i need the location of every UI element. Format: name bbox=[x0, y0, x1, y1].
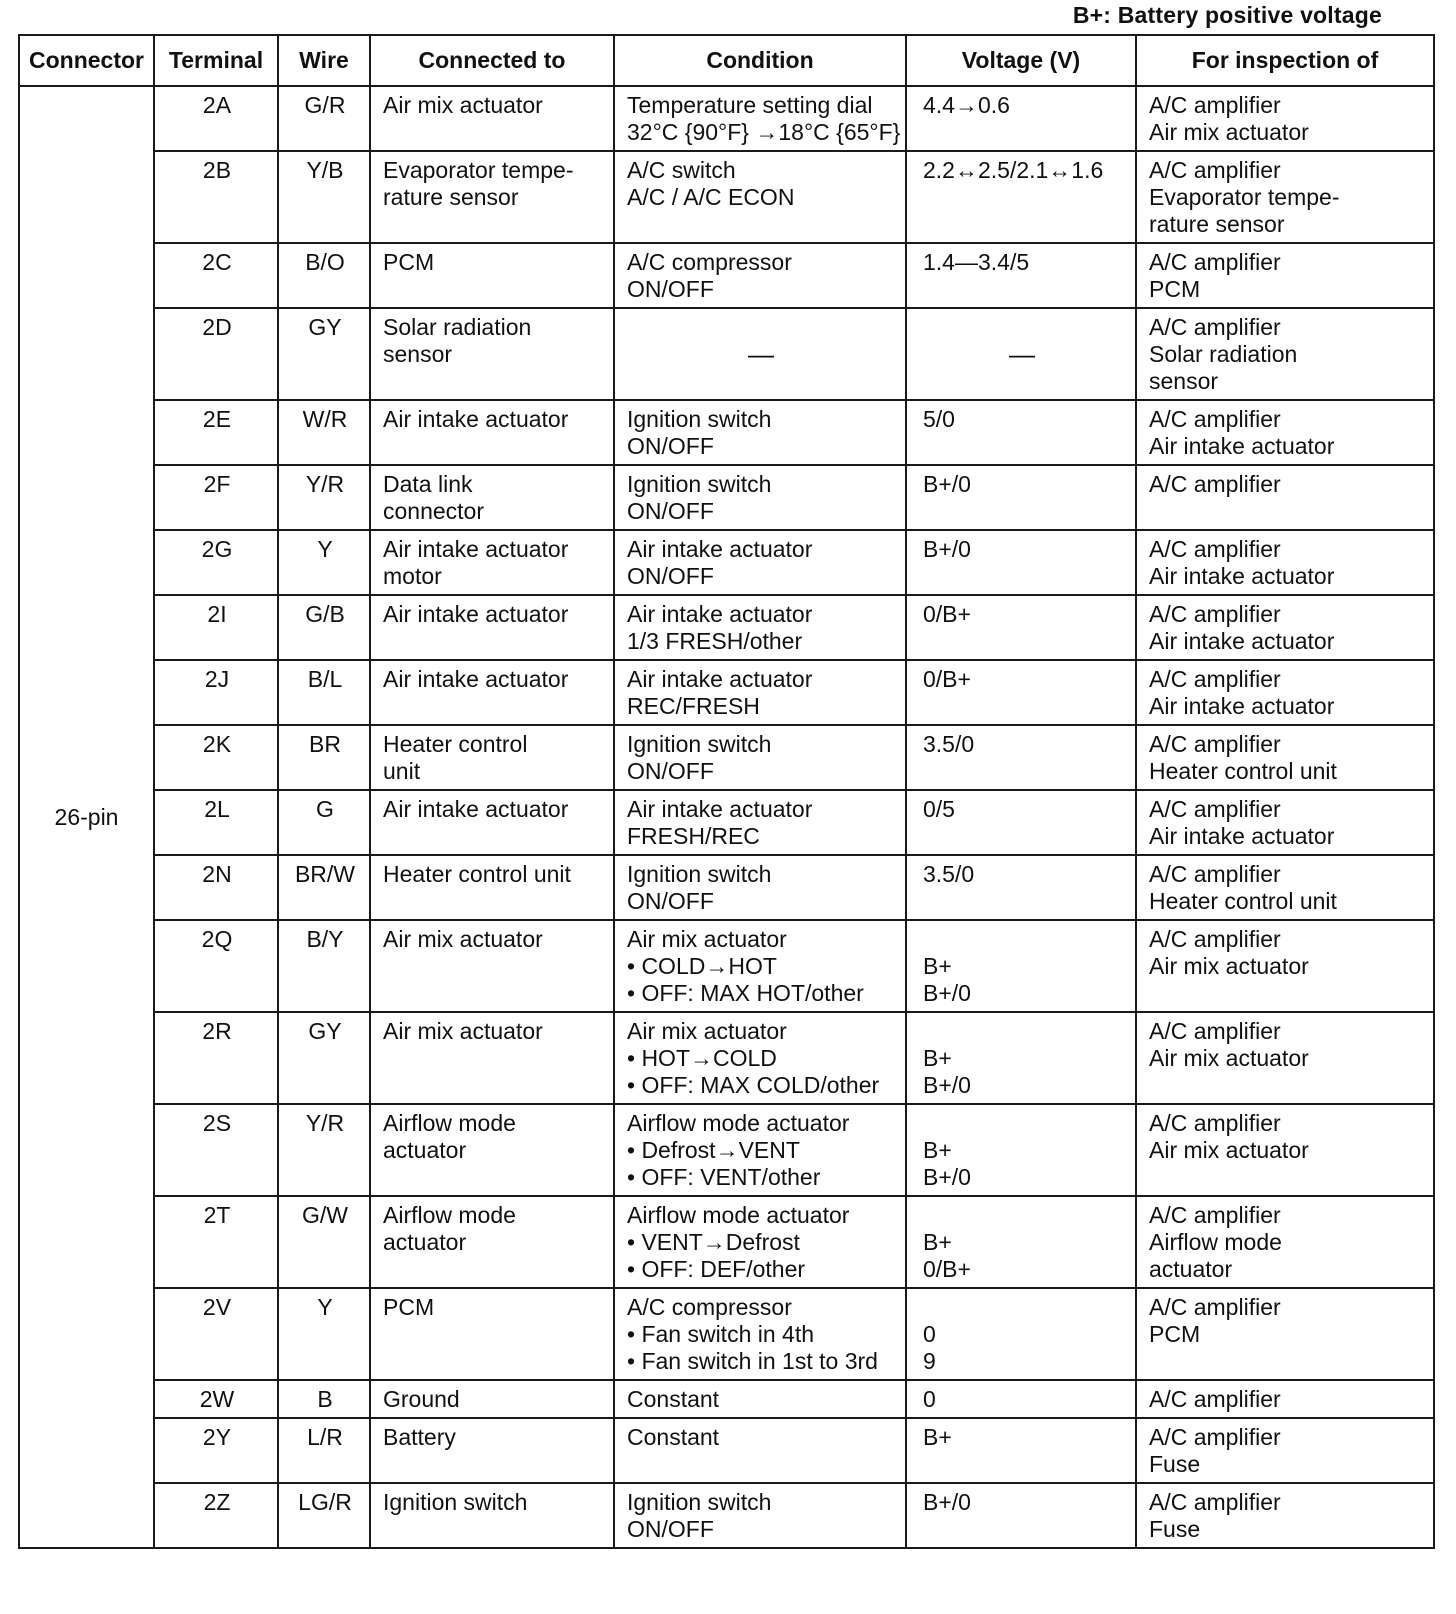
connected-to-cell bbox=[370, 1288, 614, 1380]
table-row bbox=[19, 725, 1434, 790]
col-header-terminal: Terminal bbox=[154, 35, 278, 86]
connected-to-cell bbox=[370, 1418, 614, 1483]
table-body bbox=[19, 86, 1434, 1548]
condition-line: Temperature setting dial bbox=[627, 92, 873, 118]
voltage-line: 1.4—3.4/5 bbox=[923, 249, 1030, 275]
terminal-cell: 2F bbox=[154, 465, 278, 530]
condition-cell bbox=[614, 855, 906, 920]
connected-to-cell bbox=[370, 151, 614, 243]
connected-to-cell bbox=[370, 1483, 614, 1548]
connected-to-line: connector bbox=[383, 498, 485, 524]
condition-line: ON/OFF bbox=[627, 758, 714, 784]
voltage-cell bbox=[906, 1288, 1136, 1380]
wire-cell: Y bbox=[278, 530, 370, 595]
terminal-cell: 2T bbox=[154, 1196, 278, 1288]
connected-to-cell bbox=[370, 1196, 614, 1288]
col-header-voltage: Voltage (V) bbox=[906, 35, 1136, 86]
voltage-line: 0/B+ bbox=[923, 666, 971, 692]
wire-cell: G/W bbox=[278, 1196, 370, 1288]
inspection-line: sensor bbox=[1149, 368, 1219, 394]
voltage-cell bbox=[906, 530, 1136, 595]
inspection-line: actuator bbox=[1149, 1256, 1233, 1282]
inspection-cell bbox=[1136, 1288, 1434, 1380]
wire-cell: Y/R bbox=[278, 1104, 370, 1196]
condition-line: Constant bbox=[627, 1424, 720, 1450]
inspection-cell bbox=[1136, 1104, 1434, 1196]
inspection-line: A/C amplifier bbox=[1149, 1424, 1281, 1450]
wire-cell: Y/B bbox=[278, 151, 370, 243]
voltage-line: 0 bbox=[923, 1321, 936, 1347]
col-header-condition: Condition bbox=[614, 35, 906, 86]
terminal-cell: 2G bbox=[154, 530, 278, 595]
wire-cell: BR bbox=[278, 725, 370, 790]
inspection-line: PCM bbox=[1149, 1321, 1201, 1347]
condition-line: Ignition switch bbox=[627, 731, 772, 757]
table-row bbox=[19, 243, 1434, 308]
inspection-cell bbox=[1136, 855, 1434, 920]
inspection-line: Air intake actuator bbox=[1149, 433, 1335, 459]
connected-to-line: Heater control bbox=[383, 731, 528, 757]
terminal-cell: 2N bbox=[154, 855, 278, 920]
table-row bbox=[19, 400, 1434, 465]
inspection-line: Air mix actuator bbox=[1149, 953, 1309, 979]
voltage-line bbox=[923, 1202, 1125, 1229]
inspection-cell bbox=[1136, 530, 1434, 595]
wire-cell: B/O bbox=[278, 243, 370, 308]
inspection-line: A/C amplifier bbox=[1149, 406, 1281, 432]
inspection-line: A/C amplifier bbox=[1149, 1294, 1281, 1320]
connected-to-line: Air intake actuator bbox=[383, 536, 569, 562]
inspection-cell bbox=[1136, 920, 1434, 1012]
inspection-line: A/C amplifier bbox=[1149, 1386, 1281, 1412]
inspection-line: Evaporator tempe- bbox=[1149, 184, 1340, 210]
condition-line: Air intake actuator bbox=[627, 536, 813, 562]
condition-line: — bbox=[748, 339, 774, 369]
condition-line: REC/FRESH bbox=[627, 693, 760, 719]
condition-line: FRESH/REC bbox=[627, 823, 760, 849]
terminal-cell: 2B bbox=[154, 151, 278, 243]
table-row bbox=[19, 1196, 1434, 1288]
condition-line: A/C / A/C ECON bbox=[627, 184, 795, 210]
inspection-cell bbox=[1136, 790, 1434, 855]
table-row bbox=[19, 1012, 1434, 1104]
condition-line: • Fan switch in 4th bbox=[627, 1321, 815, 1347]
condition-line: ON/OFF bbox=[627, 563, 714, 589]
voltage-line: 5/0 bbox=[923, 406, 955, 432]
connected-to-line: Evaporator tempe- bbox=[383, 157, 574, 183]
inspection-line: Fuse bbox=[1149, 1516, 1201, 1542]
inspection-line: A/C amplifier bbox=[1149, 666, 1281, 692]
condition-line: Ignition switch bbox=[627, 861, 772, 887]
condition-line: • OFF: VENT/other bbox=[627, 1164, 821, 1190]
table-row bbox=[19, 660, 1434, 725]
wire-cell: GY bbox=[278, 308, 370, 400]
wire-cell: W/R bbox=[278, 400, 370, 465]
voltage-line: B+ bbox=[923, 1137, 952, 1163]
voltage-cell bbox=[906, 920, 1136, 1012]
condition-line: • OFF: MAX COLD/other bbox=[627, 1072, 880, 1098]
voltage-cell bbox=[906, 151, 1136, 243]
voltage-cell bbox=[906, 1104, 1136, 1196]
terminal-cell: 2Z bbox=[154, 1483, 278, 1548]
condition-line: Air intake actuator bbox=[627, 796, 813, 822]
connected-to-line: Air mix actuator bbox=[383, 92, 543, 118]
condition-line: ON/OFF bbox=[627, 433, 714, 459]
table-row bbox=[19, 1104, 1434, 1196]
table-row bbox=[19, 920, 1434, 1012]
connected-to-cell bbox=[370, 1012, 614, 1104]
inspection-line: A/C amplifier bbox=[1149, 1202, 1281, 1228]
voltage-cell bbox=[906, 400, 1136, 465]
terminal-cell: 2E bbox=[154, 400, 278, 465]
condition-cell bbox=[614, 465, 906, 530]
voltage-line: B+/0 bbox=[923, 1072, 971, 1098]
connected-to-line: Airflow mode bbox=[383, 1110, 516, 1136]
connected-to-line: Air intake actuator bbox=[383, 666, 569, 692]
inspection-line: Airflow mode bbox=[1149, 1229, 1282, 1255]
col-header-inspection: For inspection of bbox=[1136, 35, 1434, 86]
voltage-cell bbox=[906, 308, 1136, 400]
voltage-line: 0/B+ bbox=[923, 601, 971, 627]
connected-to-line: Air mix actuator bbox=[383, 1018, 543, 1044]
inspection-cell bbox=[1136, 308, 1434, 400]
inspection-line: Heater control unit bbox=[1149, 888, 1337, 914]
inspection-cell bbox=[1136, 243, 1434, 308]
col-header-connector: Connector bbox=[19, 35, 154, 86]
inspection-line: Air mix actuator bbox=[1149, 1137, 1309, 1163]
inspection-line: A/C amplifier bbox=[1149, 1489, 1281, 1515]
connected-to-line: Ground bbox=[383, 1386, 460, 1412]
condition-cell bbox=[614, 1483, 906, 1548]
connected-to-line: Battery bbox=[383, 1424, 456, 1450]
condition-cell bbox=[614, 660, 906, 725]
terminal-voltage-table bbox=[18, 34, 1435, 1549]
inspection-cell bbox=[1136, 465, 1434, 530]
condition-line: A/C compressor bbox=[627, 1294, 792, 1320]
connected-to-line: actuator bbox=[383, 1229, 467, 1255]
condition-line: ON/OFF bbox=[627, 498, 714, 524]
condition-line: Air intake actuator bbox=[627, 601, 813, 627]
voltage-line bbox=[923, 1110, 1125, 1137]
terminal-cell: 2L bbox=[154, 790, 278, 855]
inspection-line: A/C amplifier bbox=[1149, 314, 1281, 340]
inspection-cell bbox=[1136, 725, 1434, 790]
wire-cell: L/R bbox=[278, 1418, 370, 1483]
table-row bbox=[19, 855, 1434, 920]
connected-to-cell bbox=[370, 530, 614, 595]
condition-line: Ignition switch bbox=[627, 1489, 772, 1515]
voltage-line: B+ bbox=[923, 953, 952, 979]
wire-cell: BR/W bbox=[278, 855, 370, 920]
connected-to-cell bbox=[370, 243, 614, 308]
inspection-line: A/C amplifier bbox=[1149, 157, 1281, 183]
inspection-line: A/C amplifier bbox=[1149, 731, 1281, 757]
condition-line: Airflow mode actuator bbox=[627, 1110, 850, 1136]
connected-to-cell bbox=[370, 855, 614, 920]
condition-line: Air mix actuator bbox=[627, 926, 787, 952]
inspection-line: A/C amplifier bbox=[1149, 92, 1281, 118]
inspection-line: A/C amplifier bbox=[1149, 601, 1281, 627]
condition-cell bbox=[614, 1288, 906, 1380]
voltage-line: B+ bbox=[923, 1045, 952, 1071]
condition-line: ON/OFF bbox=[627, 888, 714, 914]
connected-to-line: Airflow mode bbox=[383, 1202, 516, 1228]
inspection-line: Air intake actuator bbox=[1149, 563, 1335, 589]
inspection-cell bbox=[1136, 1380, 1434, 1418]
inspection-line: rature sensor bbox=[1149, 211, 1285, 237]
condition-cell bbox=[614, 1104, 906, 1196]
condition-cell bbox=[614, 1012, 906, 1104]
wire-cell: Y/R bbox=[278, 465, 370, 530]
terminal-cell: 2A bbox=[154, 86, 278, 151]
inspection-cell bbox=[1136, 1012, 1434, 1104]
inspection-cell bbox=[1136, 86, 1434, 151]
condition-line: ON/OFF bbox=[627, 1516, 714, 1542]
terminal-cell: 2Y bbox=[154, 1418, 278, 1483]
condition-line: Air intake actuator bbox=[627, 666, 813, 692]
connector-cell: 26-pin bbox=[19, 86, 154, 1548]
inspection-cell bbox=[1136, 595, 1434, 660]
voltage-cell bbox=[906, 1380, 1136, 1418]
condition-line: Airflow mode actuator bbox=[627, 1202, 850, 1228]
battery-voltage-note: B+: Battery positive voltage bbox=[1072, 2, 1382, 28]
voltage-line: 0/5 bbox=[923, 796, 955, 822]
table-row bbox=[19, 1288, 1434, 1380]
table-row bbox=[19, 790, 1434, 855]
connected-to-cell bbox=[370, 725, 614, 790]
condition-cell bbox=[614, 920, 906, 1012]
voltage-line: 0/B+ bbox=[923, 1256, 971, 1282]
connected-to-line: Air intake actuator bbox=[383, 406, 569, 432]
inspection-line: Fuse bbox=[1149, 1451, 1201, 1477]
voltage-line: B+/0 bbox=[923, 536, 971, 562]
condition-cell bbox=[614, 530, 906, 595]
voltage-cell bbox=[906, 1418, 1136, 1483]
connected-to-cell bbox=[370, 465, 614, 530]
table-row bbox=[19, 151, 1434, 243]
voltage-line: B+/0 bbox=[923, 471, 971, 497]
connected-to-line: Air intake actuator bbox=[383, 601, 569, 627]
voltage-line: B+/0 bbox=[923, 980, 971, 1006]
voltage-cell bbox=[906, 855, 1136, 920]
connected-to-cell bbox=[370, 1104, 614, 1196]
wire-cell: LG/R bbox=[278, 1483, 370, 1548]
inspection-cell bbox=[1136, 660, 1434, 725]
inspection-cell bbox=[1136, 1418, 1434, 1483]
condition-line: 32°C {90°F} →18°C {65°F} bbox=[627, 119, 901, 145]
connected-to-cell bbox=[370, 660, 614, 725]
condition-line: A/C switch bbox=[627, 157, 736, 183]
inspection-line: PCM bbox=[1149, 276, 1201, 302]
condition-line: Constant bbox=[627, 1386, 720, 1412]
connected-to-cell bbox=[370, 1380, 614, 1418]
inspection-line: A/C amplifier bbox=[1149, 249, 1281, 275]
table-row bbox=[19, 465, 1434, 530]
condition-line: • HOT→COLD bbox=[627, 1045, 777, 1071]
inspection-cell bbox=[1136, 1196, 1434, 1288]
condition-line: Air mix actuator bbox=[627, 1018, 787, 1044]
condition-line: • COLD→HOT bbox=[627, 953, 777, 979]
inspection-line: Solar radiation bbox=[1149, 341, 1298, 367]
condition-line: A/C compressor bbox=[627, 249, 792, 275]
connected-to-line: PCM bbox=[383, 249, 435, 275]
connected-to-cell bbox=[370, 400, 614, 465]
voltage-line: 9 bbox=[923, 1348, 936, 1374]
connected-to-cell bbox=[370, 790, 614, 855]
connected-to-line: Air intake actuator bbox=[383, 796, 569, 822]
connected-to-cell bbox=[370, 595, 614, 660]
condition-cell bbox=[614, 725, 906, 790]
inspection-line: Air intake actuator bbox=[1149, 823, 1335, 849]
connected-to-line: rature sensor bbox=[383, 184, 519, 210]
voltage-line: — bbox=[1009, 339, 1035, 369]
terminal-cell: 2R bbox=[154, 1012, 278, 1104]
col-header-wire: Wire bbox=[278, 35, 370, 86]
terminal-cell: 2K bbox=[154, 725, 278, 790]
condition-line: 1/3 FRESH/other bbox=[627, 628, 803, 654]
table-row bbox=[19, 1418, 1434, 1483]
wire-cell: G/R bbox=[278, 86, 370, 151]
connected-to-line: Data link bbox=[383, 471, 473, 497]
inspection-line: A/C amplifier bbox=[1149, 471, 1281, 497]
terminal-cell: 2I bbox=[154, 595, 278, 660]
voltage-line bbox=[923, 1294, 1125, 1321]
inspection-line: A/C amplifier bbox=[1149, 796, 1281, 822]
connected-to-line: sensor bbox=[383, 341, 453, 367]
condition-cell bbox=[614, 151, 906, 243]
voltage-line: 4.4→0.6 bbox=[923, 92, 1010, 118]
condition-cell bbox=[614, 1196, 906, 1288]
connected-to-cell bbox=[370, 308, 614, 400]
voltage-line: B+ bbox=[923, 1229, 952, 1255]
table-row bbox=[19, 1483, 1434, 1548]
condition-line: • Defrost→VENT bbox=[627, 1137, 800, 1163]
condition-line: • VENT→Defrost bbox=[627, 1229, 800, 1255]
terminal-cell: 2S bbox=[154, 1104, 278, 1196]
voltage-cell bbox=[906, 660, 1136, 725]
condition-cell bbox=[614, 243, 906, 308]
terminal-cell: 2C bbox=[154, 243, 278, 308]
inspection-cell bbox=[1136, 1483, 1434, 1548]
connected-to-line: motor bbox=[383, 563, 442, 589]
condition-line: ON/OFF bbox=[627, 276, 714, 302]
condition-cell bbox=[614, 86, 906, 151]
voltage-cell bbox=[906, 1196, 1136, 1288]
inspection-line: A/C amplifier bbox=[1149, 926, 1281, 952]
inspection-line: A/C amplifier bbox=[1149, 861, 1281, 887]
connected-to-line: Heater control unit bbox=[383, 861, 571, 887]
wire-cell: B/L bbox=[278, 660, 370, 725]
table-row bbox=[19, 1380, 1434, 1418]
voltage-cell bbox=[906, 1012, 1136, 1104]
wire-cell: B bbox=[278, 1380, 370, 1418]
terminal-cell: 2V bbox=[154, 1288, 278, 1380]
table-row bbox=[19, 595, 1434, 660]
wire-cell: Y bbox=[278, 1288, 370, 1380]
inspection-line: Heater control unit bbox=[1149, 758, 1337, 784]
voltage-cell bbox=[906, 86, 1136, 151]
terminal-cell: 2J bbox=[154, 660, 278, 725]
condition-cell bbox=[614, 595, 906, 660]
voltage-line: 0 bbox=[923, 1386, 936, 1412]
condition-line: • OFF: MAX HOT/other bbox=[627, 980, 864, 1006]
table-header-row bbox=[19, 35, 1434, 86]
condition-cell bbox=[614, 1380, 906, 1418]
inspection-cell bbox=[1136, 151, 1434, 243]
wire-cell: G bbox=[278, 790, 370, 855]
voltage-cell bbox=[906, 243, 1136, 308]
connected-to-cell bbox=[370, 86, 614, 151]
connected-to-line: PCM bbox=[383, 1294, 435, 1320]
connected-to-line: Ignition switch bbox=[383, 1489, 528, 1515]
voltage-line: B+ bbox=[923, 1424, 952, 1450]
condition-line: • Fan switch in 1st to 3rd bbox=[627, 1348, 878, 1374]
inspection-line: Air mix actuator bbox=[1149, 119, 1309, 145]
inspection-line: A/C amplifier bbox=[1149, 1018, 1281, 1044]
voltage-line: B+/0 bbox=[923, 1489, 971, 1515]
connected-to-cell bbox=[370, 920, 614, 1012]
connected-to-line: Air mix actuator bbox=[383, 926, 543, 952]
voltage-line: 3.5/0 bbox=[923, 731, 975, 757]
inspection-line: Air mix actuator bbox=[1149, 1045, 1309, 1071]
connected-to-line: unit bbox=[383, 758, 421, 784]
voltage-cell bbox=[906, 1483, 1136, 1548]
connected-to-line: Solar radiation bbox=[383, 314, 532, 340]
table-row bbox=[19, 86, 1434, 151]
connected-to-line: actuator bbox=[383, 1137, 467, 1163]
inspection-line: Air intake actuator bbox=[1149, 628, 1335, 654]
condition-line: Ignition switch bbox=[627, 406, 772, 432]
condition-cell bbox=[614, 308, 906, 400]
wire-cell: GY bbox=[278, 1012, 370, 1104]
voltage-cell bbox=[906, 790, 1136, 855]
wire-cell: G/B bbox=[278, 595, 370, 660]
table-row bbox=[19, 308, 1434, 400]
inspection-cell bbox=[1136, 400, 1434, 465]
voltage-cell bbox=[906, 465, 1136, 530]
voltage-cell bbox=[906, 725, 1136, 790]
wire-cell: B/Y bbox=[278, 920, 370, 1012]
condition-cell bbox=[614, 790, 906, 855]
inspection-line: A/C amplifier bbox=[1149, 536, 1281, 562]
condition-cell bbox=[614, 1418, 906, 1483]
condition-line: • OFF: DEF/other bbox=[627, 1256, 806, 1282]
condition-cell bbox=[614, 400, 906, 465]
terminal-cell: 2W bbox=[154, 1380, 278, 1418]
inspection-line: Air intake actuator bbox=[1149, 693, 1335, 719]
terminal-cell: 2Q bbox=[154, 920, 278, 1012]
terminal-cell: 2D bbox=[154, 308, 278, 400]
voltage-line: 3.5/0 bbox=[923, 861, 975, 887]
inspection-line: A/C amplifier bbox=[1149, 1110, 1281, 1136]
voltage-line: 2.2↔2.5/2.1↔1.6 bbox=[923, 157, 1104, 183]
condition-line: Ignition switch bbox=[627, 471, 772, 497]
col-header-connected-to: Connected to bbox=[370, 35, 614, 86]
voltage-line: B+/0 bbox=[923, 1164, 971, 1190]
voltage-line bbox=[923, 1018, 1125, 1045]
voltage-cell bbox=[906, 595, 1136, 660]
table-row bbox=[19, 530, 1434, 595]
voltage-line bbox=[923, 926, 1125, 953]
